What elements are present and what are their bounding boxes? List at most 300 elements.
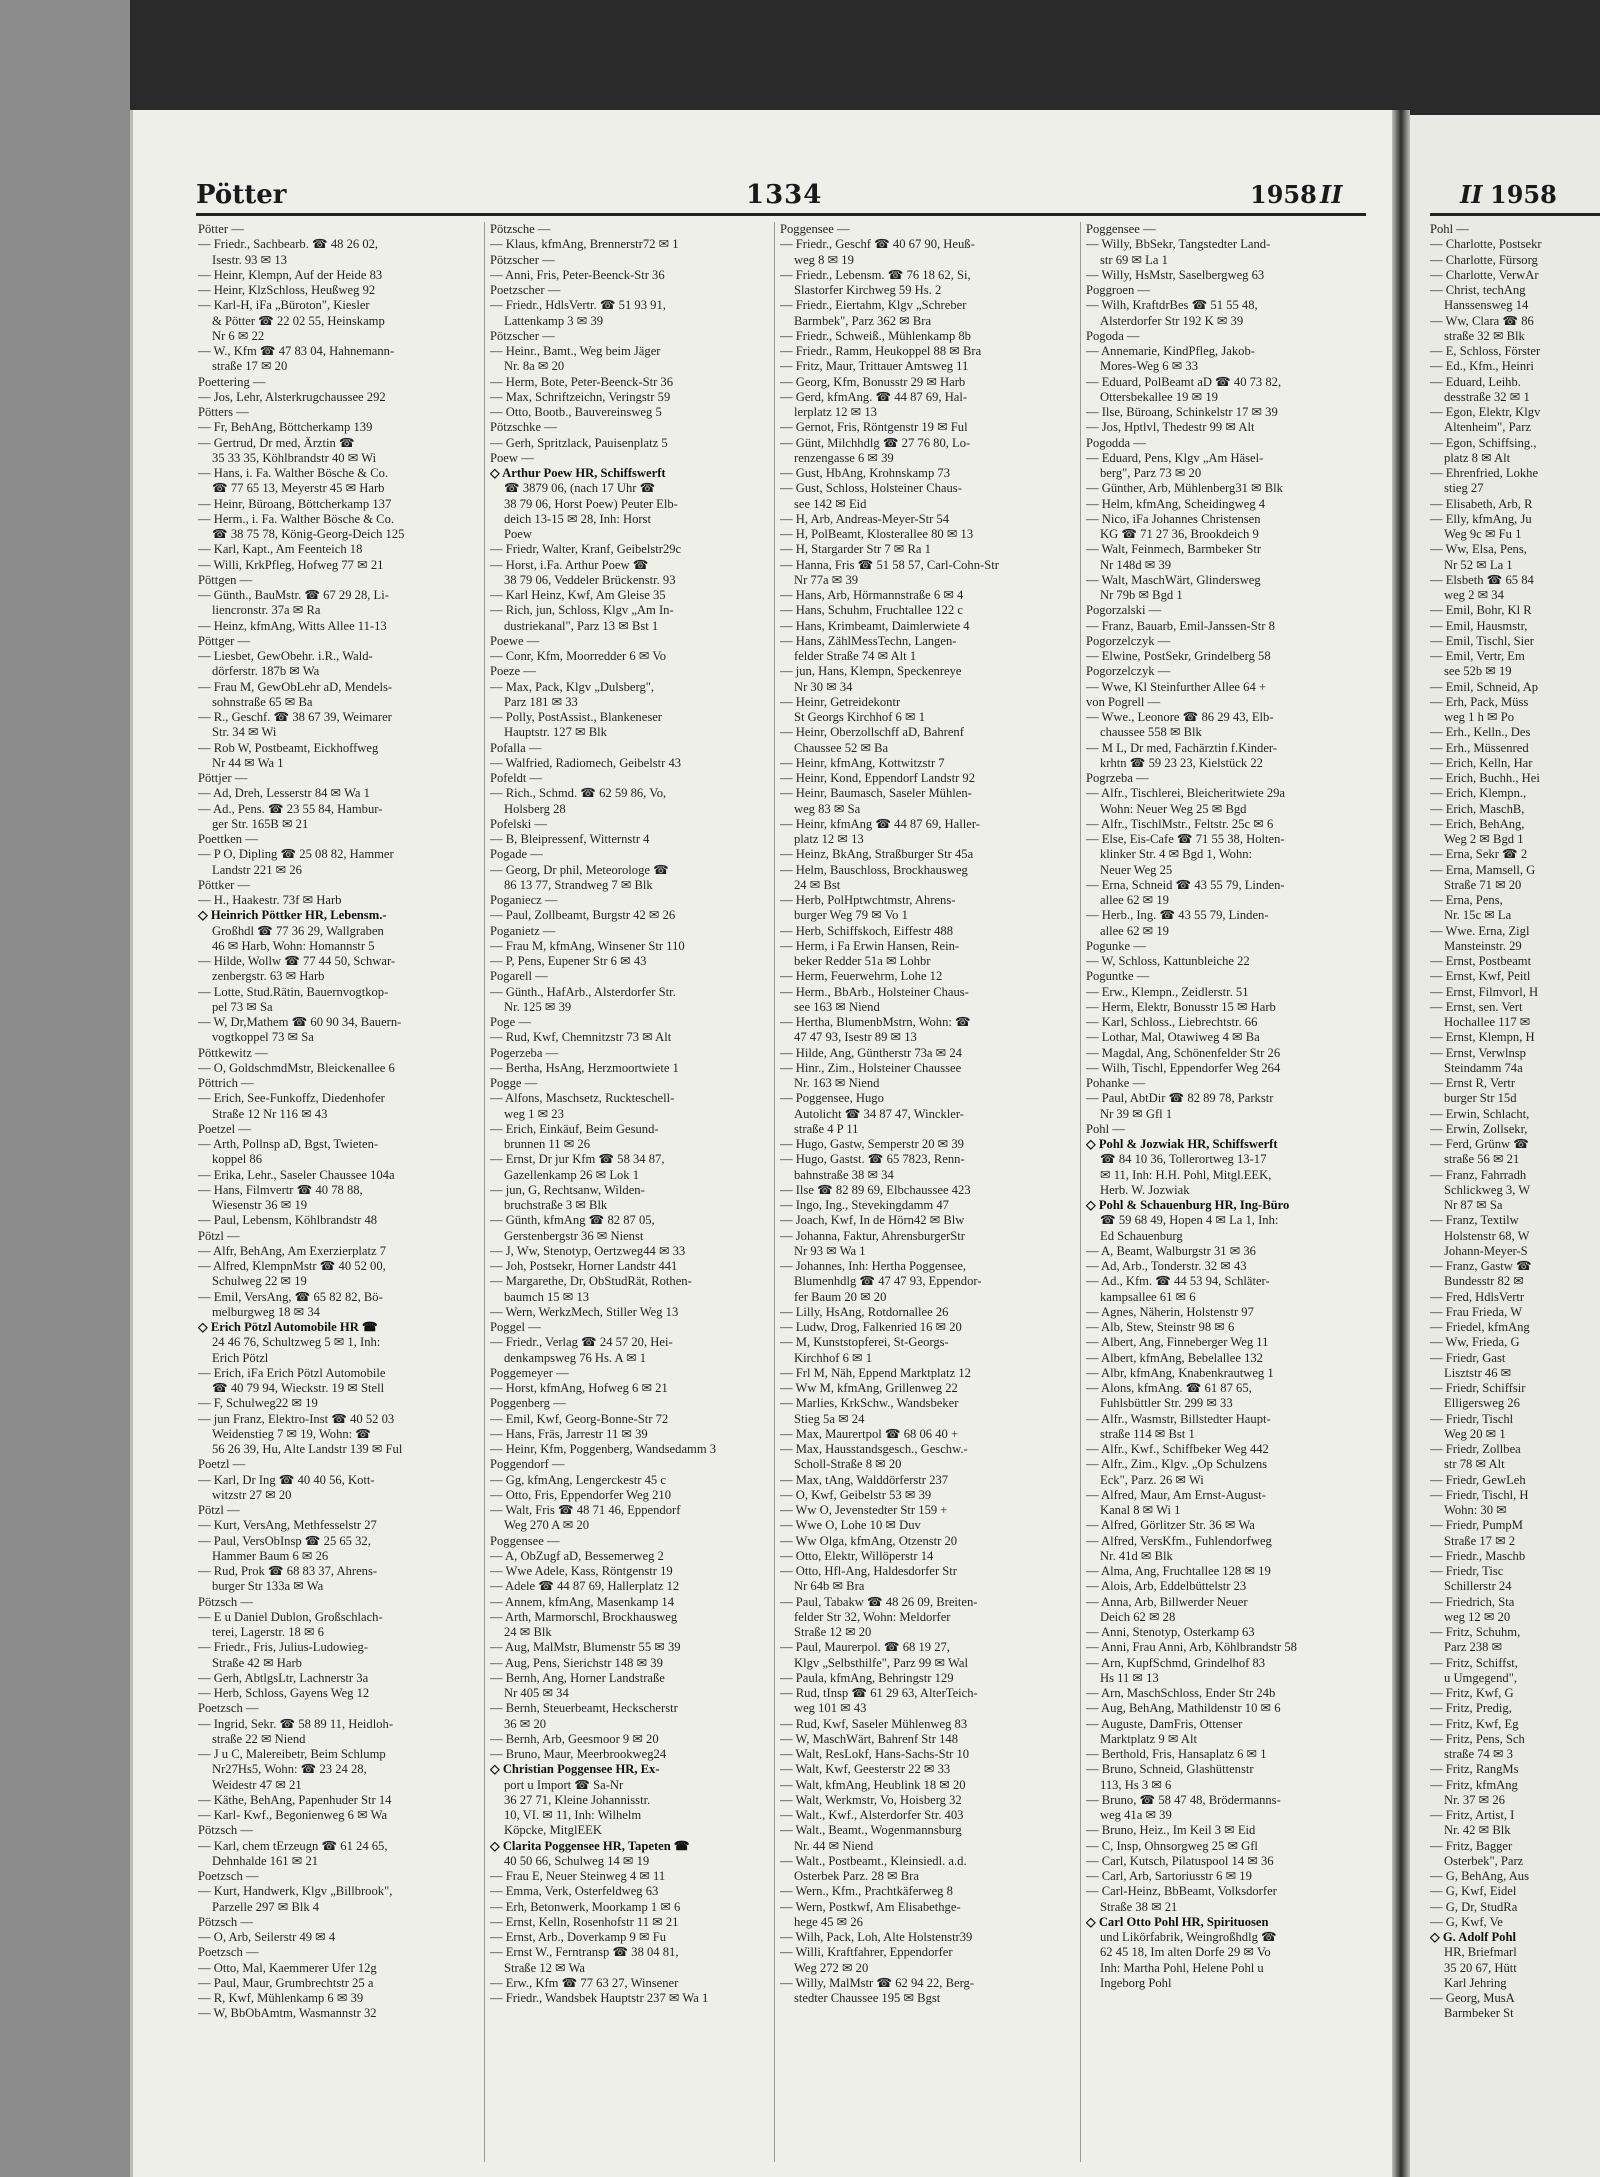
directory-entry-line: — W, MaschWärt, Bahrenf Str 148 [780, 1731, 959, 1746]
directory-entry-line: — Erh, Betonwerk, Moorkamp 1 ✉ 6 [490, 1899, 681, 1914]
directory-entry-line: — Wwe, Kl Steinfurther Allee 64 + [1086, 679, 1266, 694]
surname-heading: Poggemeyer — [490, 1365, 569, 1380]
surname-heading: Poetzsch — [198, 1701, 259, 1716]
directory-entry-line: Schillerstr 24 [1444, 1579, 1512, 1594]
directory-entry-line: 24 ✉ Blk [504, 1625, 552, 1639]
directory-entry-line: — Carl, Kutsch, Pilatuspool 14 ✉ 36 [1086, 1853, 1274, 1868]
directory-entry-line: platz 12 ✉ 13 [794, 832, 864, 846]
directory-entry-line: — Emil, Tischl, Sier [1430, 633, 1534, 648]
directory-entry-line: — Egon, Elektr, Klgv [1430, 405, 1541, 419]
surname-heading: Poguntke — [1086, 969, 1150, 984]
surname-heading: Pöttker — [198, 877, 251, 892]
directory-entry-line: — Hans, Fräs, Jarrestr 11 ✉ 39 [490, 1426, 648, 1441]
directory-entry-line: Fuhlsbüttler Str. 299 ✉ 33 [1100, 1396, 1233, 1411]
surname-heading: Pöttrich — [198, 1076, 254, 1090]
directory-entry-line: — Hinr., Zim., Holsteiner Chaussee [780, 1060, 962, 1075]
directory-entry-line: — Karl, Dr Ing ☎ 40 40 56, Kott- [198, 1472, 375, 1487]
firm-entry-line: ◇ Clarita Poggensee HR, Tapeten ☎ [490, 1838, 690, 1853]
directory-entry-line: weg 2 ✉ 34 [1444, 588, 1504, 602]
directory-entry-line: — Erika, Lehr., Saseler Chaussee 104a [198, 1167, 395, 1182]
running-head-roman: II [1320, 180, 1343, 209]
directory-entry-line: — Karl, chem tErzeugn ☎ 61 24 65, [198, 1838, 388, 1853]
directory-entry-line: — Egon, Schiffsing., [1430, 435, 1537, 450]
directory-entry-line: — Erw., Klempn., Zeidlerstr. 51 [1086, 984, 1249, 999]
surname-heading: Pogarell — [490, 969, 548, 984]
surname-heading: Poetzsch — [198, 1869, 259, 1883]
directory-entry-line: ☎ 38 75 78, König-Georg-Deich 125 [212, 527, 405, 541]
directory-entry-line: ger Str. 165B ✉ 21 [212, 816, 309, 831]
directory-entry-line: — jun Franz, Elektro-Inst ☎ 40 52 03 [198, 1411, 395, 1426]
directory-entry-line: — Albr, kfmAng, Knabenkrautweg 1 [1086, 1365, 1274, 1380]
directory-entry-line: burger Str 133a ✉ Wa [212, 1579, 324, 1594]
directory-entry-line: — F, Schulweg22 ✉ 19 [198, 1396, 318, 1411]
directory-entry-line: — R., Geschf. ☎ 38 67 39, Weimarer [198, 710, 392, 724]
directory-entry-line: Nr. 125 ✉ 39 [504, 999, 572, 1014]
directory-entry-line: Nr 87 ✉ Sa [1444, 1198, 1503, 1212]
directory-entry-line: — H, PolBeamt, Klosterallee 80 ✉ 13 [780, 527, 974, 541]
directory-entry-line: Klgv „Selbsthilfe", Parz 99 ✉ Wal [794, 1655, 968, 1670]
header-rule-right [1430, 213, 1600, 216]
directory-entry-line: — Bernh, Arb, Geesmoor 9 ✉ 20 [490, 1731, 659, 1746]
directory-entry-line: Nr. 15c ✉ La [1444, 908, 1512, 923]
directory-entry-line: — Günth., BauMstr. ☎ 67 29 28, Li- [198, 588, 389, 602]
directory-entry-line: — Willy, BbSekr, Tangstedter Land- [1086, 237, 1271, 252]
surname-heading: Pöttger — [198, 633, 251, 648]
directory-entry-line: — Herb., Ing. ☎ 43 55 79, Linden- [1086, 908, 1269, 923]
directory-entry-line: — Friedr., Sachbearb. ☎ 48 26 02, [198, 237, 379, 252]
directory-entry-line: — Karl- Kwf., Begonienweg 6 ✉ Wa [198, 1808, 388, 1822]
directory-entry-line: — Heinr, KlzSchloss, Heußweg 92 [198, 283, 376, 297]
directory-entry-line: — Hans, Filmvertr ☎ 40 78 88, [198, 1182, 363, 1197]
directory-entry-line: — Ww, Elsa, Pens, [1430, 542, 1527, 557]
surname-heading: Pötzschke — [490, 420, 557, 435]
directory-entry-line: felder Str 32, Wohn: Meldorfer [794, 1609, 951, 1624]
directory-entry-line: — Fritz, Kwf, G [1430, 1686, 1514, 1700]
directory-entry-line: — Lothar, Mal, Otawiweg 4 ✉ Ba [1086, 1030, 1260, 1045]
directory-entry-line: — Rich, jun, Schloss, Klgv „Am In- [490, 603, 674, 618]
surname-heading: Poganiecz — [490, 893, 558, 907]
directory-entry-line: — W., Kfm ☎ 47 83 04, Hahnemann- [198, 344, 395, 358]
directory-entry-line: — Frau M, kfmAng, Winsener Str 110 [490, 938, 685, 953]
directory-entry-line: — Gerh, AbtlgsLtr, Lachnerstr 3a [198, 1670, 369, 1685]
directory-entry-line: Mansteinstr. 29 [1444, 938, 1522, 953]
directory-entry-line: — Herm, Feuerwehrm, Lohe 12 [780, 969, 943, 984]
directory-entry-line: — Bernh, Ang, Horner Landstraße [490, 1670, 665, 1685]
directory-entry-line: — Ww, Frieda, G [1430, 1335, 1520, 1350]
directory-entry-line: Elligersweg 26 [1444, 1396, 1520, 1411]
directory-entry-line: — Wwe O, Lohe 10 ✉ Duv [780, 1518, 921, 1533]
running-head-name: Pötter [196, 180, 287, 210]
directory-entry-line: — Alfred, VersKfm., Fuhlendorfweg [1086, 1533, 1272, 1548]
directory-entry-line: 35 20 67, Hütt [1444, 1960, 1517, 1975]
directory-entry-line: Nr 148d ✉ 39 [1100, 557, 1172, 572]
directory-entry-line: — Berthold, Fris, Hansaplatz 6 ✉ 1 [1086, 1747, 1267, 1761]
directory-entry-line: — Charlotte, Postsekr [1430, 237, 1542, 252]
directory-entry-line: Herb. W. Jozwiak [1100, 1182, 1190, 1197]
directory-entry-line: vogtkoppel 73 ✉ Sa [212, 1030, 314, 1045]
directory-entry-line: Isestr. 93 ✉ 13 [212, 252, 287, 267]
directory-entry-line: — Arth, Pollnsp aD, Bgst, Twieten- [198, 1137, 379, 1151]
directory-entry-line: — Bruno, ☎ 58 47 48, Brödermanns- [1086, 1792, 1281, 1807]
directory-entry-line: — Erwin, Zollsekr, [1430, 1121, 1528, 1136]
directory-entry-line: Marktplatz 9 ✉ Alt [1100, 1731, 1197, 1746]
directory-entry-line: — Herb, Schiffskoch, Eiffestr 488 [780, 923, 954, 938]
directory-entry-line: — Herm., i. Fa. Walther Bösche & Co. [198, 511, 395, 526]
directory-entry-line: — A, Beamt, Walburgstr 31 ✉ 36 [1086, 1243, 1256, 1258]
directory-entry-line: — Erich, iFa Erich Pötzl Automobile [198, 1365, 386, 1380]
directory-entry-line: — Bruno, Maur, Meerbrookweg24 [490, 1747, 667, 1761]
directory-entry-line: — Hans, Arb, Hörmannstraße 6 ✉ 4 [780, 588, 964, 602]
surname-heading: Poggenberg — [490, 1396, 566, 1411]
directory-entry-line: — Friedr, Schiffsir [1430, 1381, 1526, 1395]
directory-entry-line: Nr 52 ✉ La 1 [1444, 557, 1513, 572]
directory-entry-line: Köpcke, MitglEEK [504, 1823, 602, 1838]
directory-entry-line: 62 45 18, Im alten Dorfe 29 ✉ Vo [1100, 1945, 1271, 1960]
directory-entry-line: — Heinz, kfmAng, Witts Allee 11-13 [198, 618, 387, 633]
directory-entry-line: — Erich, See-Funkoffz, Diedenhofer [198, 1091, 385, 1106]
directory-entry-line: ☎ 59 68 49, Hopen 4 ✉ La 1, Inh: [1100, 1213, 1279, 1228]
directory-entry-line: — Heinr, Baumasch, Saseler Mühlen- [780, 786, 972, 801]
directory-entry-line: — Marlies, KrkSchw., Wandsbeker [780, 1396, 959, 1411]
directory-entry-line: melburgweg 18 ✉ 34 [212, 1304, 320, 1319]
directory-entry-line: — Gust, HbAng, Krohnskamp 73 [780, 466, 951, 480]
directory-entry-line: KG ☎ 71 27 36, Brookdeich 9 [1100, 527, 1259, 541]
directory-entry-line: — Georg, MusA [1430, 1991, 1515, 2005]
directory-entry-line: bahnstraße 38 ✉ 34 [794, 1167, 894, 1182]
directory-entry-line: Kirchhof 6 ✉ 1 [794, 1350, 873, 1365]
directory-entry-line: — Erwin, Schlacht, [1430, 1106, 1530, 1121]
directory-entry-line: — Hans, ZählMessTechn, Langen- [780, 633, 957, 648]
directory-entry-line: Nr 30 ✉ 34 [794, 679, 853, 694]
directory-entry-line: — Alfr., Wasmstr, Billstedter Haupt- [1086, 1411, 1271, 1426]
directory-entry-line: — Frau E, Neuer Steinweg 4 ✉ 11 [490, 1869, 666, 1883]
directory-entry-line: — Polly, PostAssist., Blankeneser [490, 710, 663, 724]
directory-entry-line: ☎ 84 10 36, Tollerortweg 13-17 [1100, 1152, 1267, 1167]
directory-entry-line: — M, Kunststopferei, St-Georgs- [780, 1335, 949, 1350]
directory-entry-line: — Ww Olga, kfmAng, Otzenstr 20 [780, 1533, 958, 1548]
directory-entry-line: Straße 38 ✉ 21 [1100, 1899, 1178, 1914]
directory-entry-line: — Karl, Kapt., Am Feenteich 18 [198, 542, 363, 557]
directory-entry-line: — Emil, Hausmstr, [1430, 618, 1528, 633]
directory-entry-line: — Walt., Beamt., Wogenmannsburg [780, 1823, 962, 1838]
directory-entry-line: Hochallee 117 ✉ [1444, 1015, 1531, 1029]
directory-entry-line: — Herm, Bote, Peter-Beenck-Str 36 [490, 374, 674, 389]
surname-heading: Pötzscher — [490, 328, 555, 343]
surname-heading: Pogorzelczyk — [1086, 633, 1171, 648]
directory-entry-line: — Rud, Prok ☎ 68 83 37, Ahrens- [198, 1564, 378, 1578]
directory-entry-line: — G, Dr, StudRa [1430, 1899, 1518, 1914]
directory-entry-line: — Herm., BbArb., Holsteiner Chaus- [780, 984, 969, 999]
directory-entry-line: — Ernst W., Ferntransp ☎ 38 04 81, [490, 1945, 679, 1960]
surname-heading: Pofelski — [490, 816, 548, 831]
directory-entry-line: Holsberg 28 [504, 801, 566, 816]
directory-entry-line: liencronstr. 37a ✉ Ra [212, 603, 321, 618]
directory-entry-line: port u Import ☎ Sa-Nr [504, 1777, 624, 1792]
directory-entry-line: — Hilde, Ang, Güntherstr 73a ✉ 24 [780, 1045, 962, 1060]
directory-entry-line: Dehnhalde 161 ✉ 21 [212, 1853, 319, 1868]
firm-entry-line: ◇ Pohl & Schauenburg HR, Ing-Büro [1086, 1198, 1290, 1212]
directory-entry-line: — Fritz, Schiffst, [1430, 1655, 1518, 1670]
column-divider [484, 222, 485, 2162]
directory-entry-line: Nr. 44 ✉ Niend [794, 1838, 874, 1853]
directory-entry-line: Hs 11 ✉ 13 [1100, 1670, 1159, 1685]
directory-entry-line: — Fritz, Kwf, Eg [1430, 1716, 1519, 1731]
directory-entry-line: — Ilse ☎ 82 89 69, Elbchaussee 423 [780, 1182, 971, 1197]
directory-entry-line: — Johannes, Inh: Hertha Poggensee, [780, 1259, 967, 1273]
directory-entry-line: — Ernst, Dr jur Kfm ☎ 58 34 87, [490, 1152, 665, 1167]
directory-entry-line: — Erich, MaschB, [1430, 801, 1525, 816]
directory-entry-line: Gazellenkamp 26 ✉ Lok 1 [504, 1167, 640, 1182]
directory-entry-line: Straße 71 ✉ 20 [1444, 877, 1522, 892]
directory-entry-line: HR, Briefmarl [1444, 1945, 1517, 1960]
directory-entry-line: terei, Lagerstr. 18 ✉ 6 [212, 1625, 324, 1639]
directory-entry-line: — A, ObZugf aD, Bessemerweg 2 [490, 1548, 664, 1563]
directory-entry-line: — Alois, Arb, Eddelbüttelstr 23 [1086, 1579, 1247, 1594]
directory-entry-line: — Wilh, KraftdrBes ☎ 51 55 48, [1086, 298, 1258, 313]
directory-entry-line: stieg 27 [1444, 481, 1484, 496]
directory-entry-line: — Erich, Einkäuf, Beim Gesund- [490, 1121, 659, 1136]
directory-entry-line: Slastorfer Kirchweg 59 Hs. 2 [794, 283, 942, 297]
directory-entry-line: Schulweg 22 ✉ 19 [212, 1274, 307, 1289]
directory-entry-line: — Ernst, Klempn, H [1430, 1030, 1535, 1045]
directory-entry-line: Holstenstr 68, W [1444, 1228, 1530, 1243]
directory-entry-line: — Walfried, Radiomech, Geibelstr 43 [490, 755, 682, 770]
directory-entry-line: — Hans, i. Fa. Walther Bösche & Co. [198, 466, 389, 480]
directory-entry-line: — Poggensee, Hugo [780, 1091, 884, 1106]
directory-entry-line: 36 27 71, Kleine Johannisstr. [504, 1792, 651, 1807]
directory-entry-line: — Kurt, VersAng, Methfesselstr 27 [198, 1518, 377, 1533]
directory-entry-line: — Hans, Krimbeamt, Daimlerwiete 4 [780, 618, 970, 633]
surname-heading: Pogrzeba — [1086, 771, 1149, 785]
directory-entry-line: — Erw., Kfm ☎ 77 63 27, Winsener [490, 1975, 679, 1990]
directory-entry-line: — Albert, Ang, Finneberger Weg 11 [1086, 1335, 1269, 1350]
directory-entry-line: Str. 34 ✉ Wi [212, 725, 277, 740]
directory-entry-line: Neuer Weg 25 [1100, 862, 1173, 877]
directory-entry-line: — Emil, VersAng, ☎ 65 82 82, Bö- [198, 1289, 383, 1304]
directory-entry-line: Großhdl ☎ 77 36 29, Wallgraben [212, 923, 384, 938]
directory-entry-line: Nr. 42 ✉ Blk [1444, 1823, 1511, 1838]
directory-entry-line: koppel 86 [212, 1152, 263, 1167]
directory-entry-line: — Alfred, Maur, Am Ernst-August- [1086, 1487, 1266, 1502]
directory-entry-line: — Günther, Arb, Mühlenberg31 ✉ Blk [1086, 481, 1283, 496]
directory-entry-line: — Emil, Bohr, Kl R [1430, 603, 1532, 618]
directory-entry-line: Weg 20 ✉ 1 [1444, 1426, 1506, 1441]
directory-entry-line: Osterbek Parz. 28 ✉ Bra [794, 1869, 919, 1883]
directory-entry-line: — Gerd, kfmAng. ☎ 44 87 69, Hal- [780, 389, 968, 404]
surname-heading: Pogerzeba — [490, 1045, 559, 1060]
directory-entry-line: — Walt, kfmAng, Heublink 18 ✉ 20 [780, 1777, 966, 1792]
directory-entry-line: — Gernot, Fris, Röntgenstr 19 ✉ Ful [780, 420, 968, 435]
directory-entry-line: — jun, Hans, Klempn, Speckenreye [780, 664, 962, 679]
directory-entry-line: Mores-Weg 6 ✉ 33 [1100, 359, 1199, 374]
directory-entry-line: — C, Insp, Ohnsorgweg 25 ✉ Gfl [1086, 1838, 1258, 1853]
directory-entry-line: — Annem, kfmAng, Masenkamp 14 [490, 1594, 674, 1609]
directory-entry-line: — Franz, Fahrradh [1430, 1167, 1527, 1182]
directory-entry-line: ☎ 77 65 13, Meyerstr 45 ✉ Harb [212, 481, 385, 496]
directory-entry-line: 38 79 06, Veddeler Brückenstr. 93 [504, 572, 676, 587]
directory-entry-line: — Horst, kfmAng, Hofweg 6 ✉ 21 [490, 1381, 668, 1395]
directory-entry-line: — W, Dr,Mathem ☎ 60 90 34, Bauern- [198, 1015, 402, 1029]
firm-entry-line: ◇ G. Adolf Pohl [1430, 1930, 1516, 1944]
directory-entry-line: Blumenhdlg ☎ 47 47 93, Eppendor- [794, 1274, 982, 1289]
directory-entry-line: — O, Arb, Seilerstr 49 ✉ 4 [198, 1930, 336, 1944]
directory-entry-line: — Elly, kfmAng, Ju [1430, 511, 1532, 526]
directory-entry-line: — Wern, WerkzMech, Stiller Weg 13 [490, 1304, 679, 1319]
directory-entry-line: — Erna, Pens, [1430, 893, 1503, 907]
directory-entry-line: — Friedr., Ramm, Heukoppel 88 ✉ Bra [780, 344, 982, 358]
directory-entry-line: — Helm, Bauschloss, Brockhausweg [780, 862, 968, 877]
directory-entry-line: und Likörfabrik, Weingroßhdlg ☎ [1100, 1930, 1277, 1944]
directory-entry-line: — Georg, Kfm, Bonusstr 29 ✉ Harb [780, 374, 966, 389]
directory-entry-line: — Günth, kfmAng ☎ 82 87 05, [490, 1213, 655, 1228]
directory-entry-line: — Nico, iFa Johannes Christensen [1086, 511, 1261, 526]
directory-entry-line: brunnen 11 ✉ 26 [504, 1137, 590, 1151]
directory-entry-line: — Rud, Kwf, Saseler Mühlenweg 83 [780, 1716, 968, 1731]
directory-entry-line: — P, Pens, Eupener Str 6 ✉ 43 [490, 954, 647, 968]
directory-entry-line: — Aug, MalMstr, Blumenstr 55 ✉ 39 [490, 1640, 681, 1655]
directory-entry-line: — Ad., Pens. ☎ 23 55 84, Hambur- [198, 801, 383, 816]
directory-entry-line: — Hanna, Fris ☎ 51 58 57, Carl-Cohn-Str [780, 557, 999, 572]
directory-entry-line: — Alma, Ang, Fruchtallee 128 ✉ 19 [1086, 1564, 1271, 1578]
directory-entry-line: — Charlotte, Fürsorg [1430, 252, 1538, 267]
directory-entry-line: Weg 272 ✉ 20 [794, 1960, 869, 1975]
directory-entry-line: ☎ 40 79 94, Wieckstr. 19 ✉ Stell [212, 1381, 385, 1395]
directory-entry-line: — Anni, Fris, Peter-Beenck-Str 36 [490, 267, 665, 282]
directory-entry-line: Barmbeker St [1444, 2006, 1514, 2021]
directory-entry-line: witzstr 27 ✉ 20 [212, 1487, 292, 1502]
directory-entry-line: — G, BehAng, Aus [1430, 1869, 1530, 1883]
directory-entry-line: u Umgegend", [1444, 1670, 1517, 1685]
directory-entry-line: — Herm, i Fa Erwin Hansen, Rein- [780, 938, 960, 953]
directory-entry-line: Nr 405 ✉ 34 [504, 1686, 569, 1700]
surname-heading: Poggroen — [1086, 283, 1151, 297]
directory-entry-line: — Alfr., Zim., Klgv. „Op Schulzens [1086, 1457, 1268, 1472]
directory-entry-line: — Paul, Maurerpol. ☎ 68 19 27, [780, 1640, 950, 1655]
directory-entry-line: Straße 12 ✉ Wa [504, 1960, 586, 1975]
directory-entry-line: — Willi, KrkPfleg, Hofweg 77 ✉ 21 [198, 557, 384, 572]
directory-entry-line: — Rud, tInsp ☎ 61 29 63, AlterTeich- [780, 1686, 978, 1700]
surname-heading: Poetzscher — [490, 283, 561, 297]
directory-entry-line: — Margarethe, Dr, ObStudRät, Rothen- [490, 1274, 692, 1289]
directory-entry-line: — Heinr., Bamt., Weg beim Jäger [490, 344, 661, 358]
directory-entry-line: — G, Kwf, Ve [1430, 1914, 1503, 1929]
directory-entry-line: — Christ, techAng [1430, 283, 1526, 297]
surname-heading: Pogodda — [1086, 435, 1146, 450]
directory-entry-line: — Alfr., Kwf., Schiffbeker Weg 442 [1086, 1442, 1269, 1456]
surname-heading: Pogorzelczyk — [1086, 664, 1171, 679]
directory-entry-line: Altenheim", Parz [1444, 420, 1531, 435]
directory-entry-line: — Wwe. Erna, Zigl [1430, 923, 1530, 938]
directory-entry-line: — E, Schloss, Förster [1430, 344, 1541, 358]
surname-heading: Poettken — [198, 832, 258, 846]
directory-entry-line: allee 62 ✉ 19 [1100, 923, 1169, 938]
surname-heading: Poggensee — [490, 1533, 560, 1548]
firm-entry-line: ◇ Christian Poggensee HR, Ex- [490, 1762, 660, 1777]
directory-entry-line: renzengasse 6 ✉ 39 [794, 450, 894, 465]
directory-entry-line: — Erh., Müssenred [1430, 740, 1529, 755]
directory-entry-line: — Friedrich, Sta [1430, 1594, 1515, 1609]
directory-entry-line: — Emil, Vertr, Em [1430, 649, 1525, 663]
directory-entry-line: — Carl-Heinz, BbBeamt, Volksdorfer [1086, 1884, 1277, 1899]
surname-heading: von Pogrell — [1086, 694, 1161, 709]
directory-entry-line: Weg 9c ✉ Fu 1 [1444, 527, 1522, 541]
directory-entry-line: Straße 12 ✉ 20 [794, 1625, 872, 1639]
directory-entry-line: Kanal 8 ✉ Wi 1 [1100, 1503, 1181, 1517]
directory-entry-line: — Eduard, PolBeamt aD ☎ 40 73 82, [1086, 374, 1282, 389]
directory-entry-line: — Paul, AbtDir ☎ 82 89 78, Parkstr [1086, 1091, 1274, 1106]
surname-heading: Pötter — [198, 222, 244, 236]
directory-entry-line: — Friedel, kfmAng [1430, 1320, 1530, 1334]
directory-entry-line: Scholl-Straße 8 ✉ 20 [794, 1457, 902, 1472]
directory-entry-line: zenbergstr. 63 ✉ Harb [212, 969, 325, 984]
directory-entry-line: — Eduard, Pens, Klgv „Am Häsel- [1086, 450, 1264, 465]
directory-entry-line: Inh: Martha Pohl, Helene Pohl u [1100, 1960, 1264, 1975]
directory-entry-line: — H, Arb, Andreas-Meyer-Str 54 [780, 511, 950, 526]
directory-entry-line: — Alfons, Maschsetz, Ruckteschell- [490, 1091, 675, 1106]
directory-entry-line: — Alfred, KlempnMstr ☎ 40 52 00, [198, 1259, 386, 1273]
surname-heading: Pötzl — [198, 1228, 240, 1243]
surname-heading: Pohanke — [1086, 1076, 1146, 1090]
directory-entry-line: — Friedr., Lebensm. ☎ 76 18 62, Si, [780, 267, 971, 282]
surname-heading: Poggensee — [1086, 222, 1156, 236]
directory-entry-line: St Georgs Kirchhof 6 ✉ 1 [794, 710, 925, 724]
directory-entry-line: — jun, G, Rechtsanw, Wilden- [490, 1182, 645, 1197]
directory-entry-line: Weidestr 47 ✉ 21 [212, 1777, 302, 1792]
directory-entry-line: — Ingo, Ing., Stevekingdamm 47 [780, 1198, 949, 1212]
directory-entry-line: — Anni, Frau Anni, Arb, Köhlbrandstr 58 [1086, 1640, 1297, 1655]
page-number: 1334 [746, 180, 823, 210]
directory-entry-line: — Friedr., Maschb [1430, 1548, 1526, 1563]
directory-entry-line: — Walt., Postbeamt., Kleinsiedl. a.d. [780, 1853, 967, 1868]
directory-entry-line: — Walt., Kwf., Alsterdorfer Str. 403 [780, 1808, 964, 1822]
directory-entry-line: Straße 17 ✉ 2 [1444, 1533, 1516, 1548]
directory-entry-line: — Fritz, Predig, [1430, 1701, 1512, 1716]
surname-heading: Pogade — [490, 847, 543, 862]
directory-entry-line: — Hugo, Gastst. ☎ 65 7823, Renn- [780, 1152, 965, 1167]
directory-entry-line: hege 45 ✉ 26 [794, 1914, 863, 1929]
surname-heading: Pötzsch — [198, 1914, 253, 1929]
directory-entry-line: — Rob W, Postbeamt, Eickhoffweg [198, 740, 379, 755]
directory-entry-line: — M L, Dr med, Fachärztin f.Kinder- [1086, 740, 1278, 755]
directory-entry-line: weg 1 h ✉ Po [1444, 710, 1515, 724]
directory-entry-line: straße 56 ✉ 21 [1444, 1152, 1520, 1167]
directory-entry-line: — Joach, Kwf, In de Hörn42 ✉ Blw [780, 1213, 965, 1228]
directory-entry-line: — Wwe Adele, Kass, Röntgenstr 19 [490, 1564, 673, 1578]
surname-heading: Pötzsch — [198, 1823, 253, 1838]
directory-entry-line: stedter Chaussee 195 ✉ Bgst [794, 1991, 941, 2005]
surname-heading: Poggensee — [780, 222, 850, 236]
directory-entry-line: weg 12 ✉ 20 [1444, 1609, 1511, 1624]
surname-heading: Poetzel — [198, 1121, 251, 1136]
directory-entry-line: platz 8 ✉ Alt [1444, 450, 1511, 465]
directory-entry-line: allee 62 ✉ 19 [1100, 893, 1169, 907]
directory-entry-line: — Franz, Bauarb, Emil-Janssen-Str 8 [1086, 618, 1275, 633]
directory-entry-line: Deich 62 ✉ 28 [1100, 1609, 1176, 1624]
directory-entry-line: straße 32 ✉ Blk [1444, 328, 1525, 343]
directory-entry-line: chaussee 558 ✉ Blk [1100, 725, 1202, 740]
directory-column-4 [1086, 222, 1386, 1991]
directory-entry-line: — Ingrid, Sekr. ☎ 58 89 11, Heidloh- [198, 1716, 394, 1731]
directory-entry-line: — Wwe., Leonore ☎ 86 29 43, Elb- [1086, 710, 1274, 724]
directory-entry-line: — Eduard, Leihb. [1430, 374, 1521, 389]
directory-entry-line: fer Baum 20 ✉ 20 [794, 1289, 887, 1304]
directory-entry-line: — Paul, Zollbeamt, Burgstr 42 ✉ 26 [490, 908, 676, 923]
directory-entry-line: bruchstraße 3 ✉ Blk [504, 1198, 608, 1212]
directory-entry-line: Nr 93 ✉ Wa 1 [794, 1243, 866, 1258]
directory-entry-line: — Ludw, Drog, Falkenried 16 ✉ 20 [780, 1320, 962, 1334]
directory-entry-line: — Klaus, kfmAng, Brennerstr72 ✉ 1 [490, 237, 679, 252]
directory-entry-line: — Paul, Lebensm, Köhlbrandstr 48 [198, 1213, 378, 1228]
